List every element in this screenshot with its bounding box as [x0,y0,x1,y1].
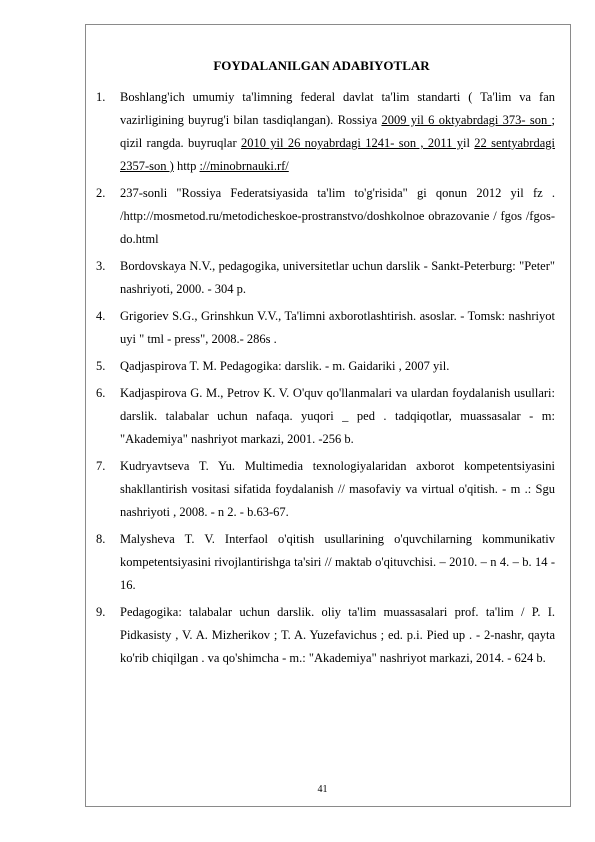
reference-link[interactable]: 2009 yil 6 oktyabrdagi 373- son [381,113,552,127]
reference-text [120,86,555,178]
reference-segment: Kadjaspirova G. M., Petrov K. V. O'quv qo'llanmalari va ulardan foydalanish usullari: darslik. talabalar uchun nafaqa. yuqori _ ped . tadqiqotlar, muassasalar - m: "Akademiya" nashriyot markazi, 2001. -256 b. [120,386,555,446]
reference-segment: il [463,136,475,150]
reference-item [96,382,555,451]
reference-link[interactable]: 2010 yil 26 noyabrdagi 1241- son , 2011 y [240,136,463,150]
page-number: 41 [317,784,328,795]
reference-item [96,528,555,597]
reference-item [96,355,555,378]
reference-text [120,305,555,351]
reference-segment: Pedagogika: talabalar uchun darslik. oliy ta'lim muassasalari prof. ta'lim / P. I. Pidkasisty , V. A. Mizherikov ; T. A. Yuzefavichus ; ed. p.i. Pied up . - 2-nashr, qayta ko'rib chiqilgan . va qo'shimcha - m.: "Akademiya" nashriyot markazi, 2014. - 624 b. [120,605,555,665]
reference-number: 9. [96,605,106,619]
reference-text [120,528,555,597]
reference-number: 2. [96,186,106,200]
reference-link[interactable]: 22 sentyabrdagi 2357-son ) [120,136,555,173]
reference-item [96,601,555,670]
reference-segment: Boshlang'ich umumiy ta'limning federal davlat ta'lim standarti ( Ta'lim va fan vazirligining buyrug'i bilan tasdiqlangan). Rossiya [120,90,555,127]
reference-segment: Kudryavtseva T. Yu. Multimedia texnologiyalaridan axborot kompetentsiyasini shakllantirish vositasi sifatida foydalanish // masofaviy va virtual o'qitish. - m .: Sgu nashriyoti , 2008. - n 2. - b.63-67. [120,459,555,519]
reference-item [96,455,555,524]
reference-number: 1. [96,90,106,104]
reference-number: 8. [96,532,106,546]
reference-item [96,182,555,251]
reference-number: 3. [96,259,106,273]
reference-text [120,601,555,670]
reference-segment: ; qizil rangda. buyruqlar [120,113,555,150]
reference-segment: Qadjaspirova T. M. Pedagogika: darslik. - m. Gaidariki , 2007 yil. [120,359,450,373]
reference-text [120,382,555,451]
reference-text [120,182,555,251]
reference-number: 5. [96,359,106,373]
reference-text [120,255,555,301]
reference-item [96,305,555,351]
reference-item [96,255,555,301]
reference-segment: Malysheva T. V. Interfaol o'qitish usullarining o'quvchilarning kommunikativ kompetentsiyasini rivojlantirishga ta'siri // maktab o'qituvchisi. – 2010. – n 4. – b. 14 - 16. [120,532,555,592]
reference-number: 7. [96,459,106,473]
reference-segment: 237-sonli "Rossiya Federatsiyasida ta'lim to'g'risida" gi qonun 2012 yil fz . /http://mosmetod.ru/metodicheskoe-prostranstvo/doshkolnoe obrazovanie / fgos /fgos-do.html [120,186,555,246]
reference-number: 4. [96,309,106,323]
reference-link[interactable]: ://minobrnauki.rf/ [199,159,289,173]
reference-segment: http [173,159,200,173]
reference-item [96,86,555,178]
reference-text [120,455,555,524]
reference-number: 6. [96,386,106,400]
reference-text [120,355,555,378]
reference-segment: Bordovskaya N.V., pedagogika, universitetlar uchun darslik - Sankt-Peterburg: "Peter" nashriyoti, 2000. - 304 p. [120,259,555,296]
page-title: FOYDALANILGAN ADABIYOTLAR [213,58,430,73]
reference-list [96,86,555,674]
reference-segment: Grigoriev S.G., Grinshkun V.V., Ta'limni axborotlashtirish. asoslar. - Tomsk: nashriyot uyi " tml - press", 2008.- 286s . [120,309,555,346]
